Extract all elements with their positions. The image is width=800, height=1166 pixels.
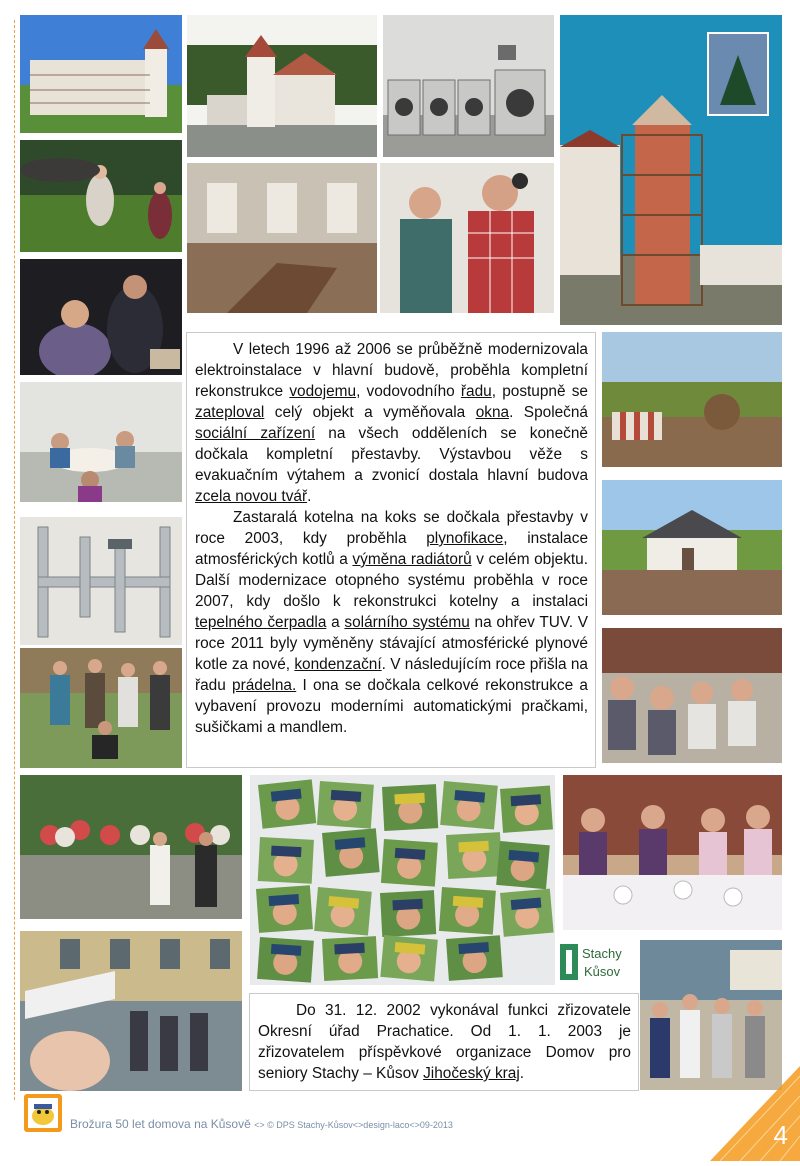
underlined-term: plynofikace [426, 530, 504, 547]
underlined-term: tepelného čerpadla [195, 614, 327, 631]
stachy-kusov-logo [558, 940, 634, 986]
underlined-term: vodojemu [289, 383, 357, 400]
text-run: na všech odděleních se konečně dočkala kompletní přestavby. Výstavbou věže s evakuačním výtahem a zvonicí dostala hlavní budova [195, 425, 588, 484]
photo-building-renovation [20, 15, 182, 133]
text-founder-paragraph [258, 1000, 631, 1084]
text-run: Do 31. 12. 2002 vykonával funkci zřizovatele Okresní úřad Prachatice. Od 1. 1. 2003 je zřizovatelem příspěvkové organizace Domov pro seniory Stachy – Kůsov [258, 1002, 631, 1082]
footer-credits: <> © DPS Stachy-Kůsov<>design-laco<>09-2013 [254, 1120, 453, 1130]
underlined-term: prádelna. [232, 677, 297, 694]
underlined-term: Jihočeský kraj [423, 1065, 520, 1082]
page-number: 4 [773, 1120, 788, 1150]
photo-laundry-machines [383, 15, 554, 157]
photo-boiler-pipes [20, 517, 182, 645]
underlined-term: řadu [460, 383, 492, 400]
underlined-term: zateploval [195, 404, 265, 421]
photo-protest-banner [20, 931, 242, 1091]
underlined-term: zcela novou tvář [195, 488, 308, 505]
text-run: I ona se dočkala celkové rekonstrukce a vybavení provozu moderními automatickými pračkami, sušičkami a mandlem. [195, 677, 588, 736]
text-run: . [307, 488, 312, 505]
photo-resident-greeting [20, 259, 182, 375]
underlined-term: sociální zařízení [195, 425, 316, 442]
photo-new-house [602, 480, 782, 615]
footer-mascot-icon [24, 1094, 62, 1132]
photo-cafe-table [563, 775, 782, 930]
underlined-term: výměna radiátorů [352, 551, 472, 568]
photo-manor-view [187, 15, 377, 157]
logo-line1: Stachy [582, 946, 622, 961]
underlined-term: solárního systému [344, 614, 470, 631]
photo-tower-construction [560, 15, 782, 325]
page-margin-guide [14, 20, 15, 1100]
photo-group-outdoor [20, 648, 182, 768]
underlined-term: kondenzační [294, 656, 382, 673]
footer-title: Brožura 50 let domova na Kůsově [70, 1117, 251, 1131]
photo-dining-room [20, 382, 182, 502]
logo-line2: Kůsov [584, 964, 621, 979]
text-run: , vodovodního [356, 383, 461, 400]
text-run: . V následujícím roce přišla na řadu [195, 656, 588, 694]
text-run: na ohřev TUV. V roce 2011 byly vyměněny stávající atmosférické plynové kotle za nové, [195, 614, 588, 673]
text-paragraph-2 [195, 507, 588, 738]
photo-residents-dining [602, 628, 782, 763]
text-paragraph-1 [195, 339, 588, 507]
text-run: . Společná [509, 404, 588, 421]
text-run: V letech 1996 až 2006 se průběžně modernizovala elektroinstalace v hlavní budově, proběhla kompletní rekonstrukce [195, 341, 588, 400]
text-run: , postupně se [491, 383, 588, 400]
photo-construction-interior [187, 163, 377, 313]
text-run: . [519, 1065, 525, 1082]
text-run: celý objekt a vyměňovala [264, 404, 476, 421]
underlined-term: okna [475, 404, 510, 421]
photo-field-construction [602, 332, 782, 467]
photo-handshake [380, 163, 554, 313]
footer-caption [70, 1117, 453, 1131]
text-run: v celém objektu. Další modernizace otopného systému proběhla v roce 2007, kdy došlo k rekonstrukci kotelny a instalaci [195, 551, 589, 610]
main-text-box [186, 332, 596, 768]
bottom-text-box [249, 993, 639, 1091]
text-run: Zastaralá kotelna na koks se dočkala přestavby v roce 2003, kdy proběhla [195, 509, 588, 547]
photo-celebration-crowd [20, 775, 242, 919]
photo-dancing-event [20, 140, 182, 252]
text-run: , instalace atmosférických kotlů a [195, 530, 589, 568]
photo-collage-faces [250, 775, 555, 985]
text-run: a [326, 614, 345, 631]
